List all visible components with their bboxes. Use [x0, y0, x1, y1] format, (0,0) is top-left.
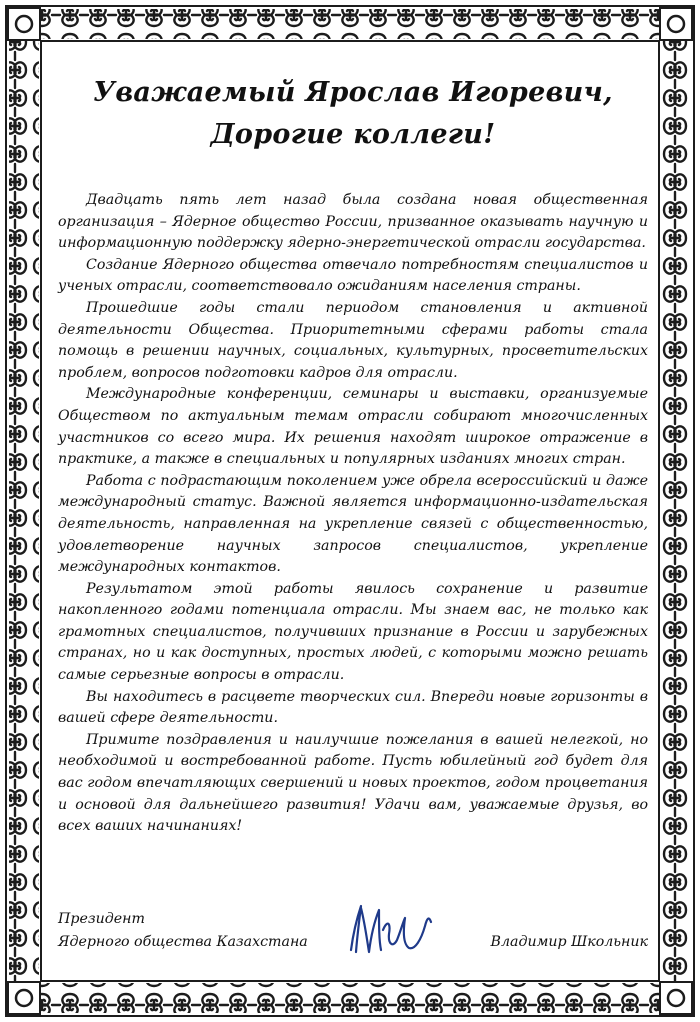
- paragraph: Результатом этой работы явилось сохранение и развитие накопленного годами потенциала отрасли. Мы знаем вас, не только как грамотных специалистов, получивших признание в России и зарубежных странах, но и как доступных, простых людей, с которыми можно решать самые серьезные вопросы в отрасли.: [58, 580, 648, 684]
- signer-name: Владимир Школьник: [490, 934, 648, 950]
- signer-title: [58, 908, 308, 954]
- greeting-addressee: Уважаемый Ярослав Игоревич,: [93, 77, 613, 108]
- paragraph: Прошедшие годы стали периодом становления и активной деятельности Общества. Приоритетными сферами работы стала помощь в решении научных, социальных, культурных, просветительских проблем, вопросов подготовки кадров для отрасли.: [58, 299, 648, 381]
- paragraph: Вы находитесь в расцвете творческих сил. Впереди новые горизонты в вашей сфере деятельности.: [58, 688, 648, 727]
- handwritten-signature: [343, 900, 443, 960]
- letter-content: [58, 72, 648, 838]
- paragraph: Международные конференции, семинары и выставки, организуемые Обществом по актуальным темам отрасли собирают многочисленных участников со всего мира. Их решения находят широкое отражение в практике, а также в специальных и популярных изданиях многих стран.: [58, 386, 648, 468]
- signer-organization: Ядерного общества Казахстана: [58, 934, 308, 950]
- paragraph: Двадцать пять лет назад была создана новая общественная организация – Ядерное общество России, призванное оказывать научную и информационную поддержку ядерно-энергетической отрасли государства.: [58, 192, 648, 252]
- greeting: [58, 72, 648, 156]
- signer-position: Президент: [58, 911, 145, 927]
- greeting-colleagues: Дорогие коллеги!: [210, 119, 496, 150]
- paragraph: Создание Ядерного общества отвечало потребностям специалистов и ученых отрасли, соответствовало ожиданиям населения страны.: [58, 256, 648, 295]
- paragraph: Работа с подрастающим поколением уже обрела всероссийский и даже международный статус. Важной является информационно-издательская деятельность, направленная на укрепление связей с общественностью, удовлетворение научных запросов специалистов, укрепление международных контактов.: [58, 472, 648, 576]
- signature-block: [58, 908, 648, 978]
- letter-body: [58, 190, 648, 838]
- paragraph: Примите поздравления и наилучшие пожелания в вашей нелегкой, но необходимой и востребованной работе. Пусть юбилейный год будет для вас годом впечатляющих свершений и новых проектов, годом процветания и основой для дальнейшего развития! Удачи вам, уважаемые друзья, во всех ваших начинаниях!: [58, 731, 648, 835]
